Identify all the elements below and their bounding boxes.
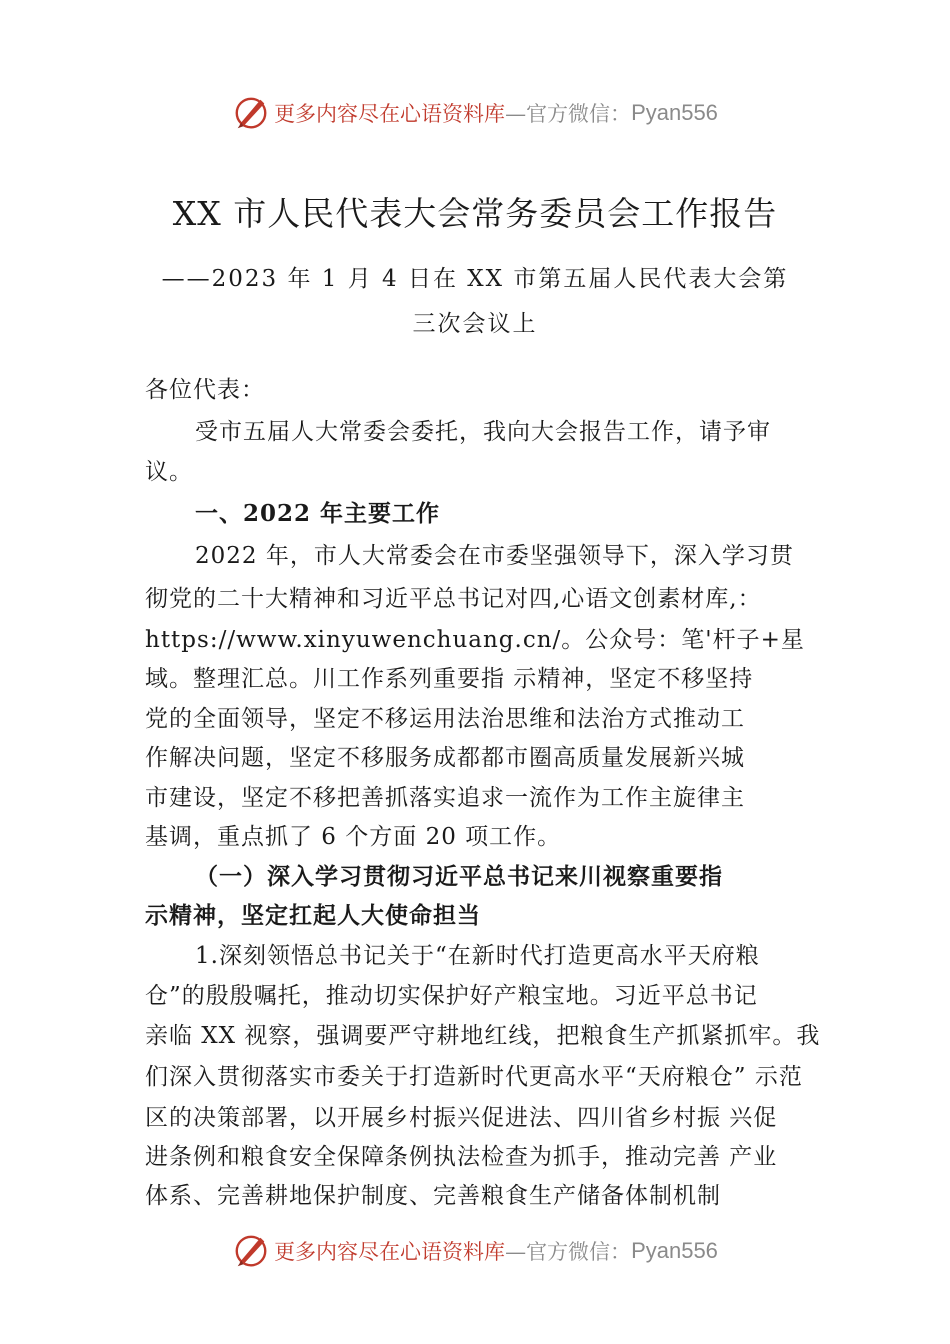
watermark-wechat-id: Pyan556 (631, 1238, 718, 1263)
watermark-text: 更多内容尽在心语资料库 (274, 1240, 506, 1264)
paragraph-line: 仓”的殷殷嘱托，推动切实保护好产粮宝地。习近平总书记 (145, 983, 758, 1009)
watermark-top (0, 94, 950, 132)
paragraph-line: 进条例和粮食安全保障条例执法检查为抓手，推动完善 产业 (145, 1144, 778, 1170)
paragraph-line: 党的全面领导，坚定不移运用法治思维和法治方式推动工 (145, 706, 745, 732)
pen-logo-icon (232, 1232, 270, 1270)
paragraph-line: 议。 (145, 459, 193, 485)
paragraph-line: 1.深刻领悟总书记关于“在新时代打造更高水平天府粮 (195, 943, 760, 969)
salutation: 各位代表： (145, 377, 265, 403)
document-subtitle-line: 三次会议上 (412, 311, 538, 337)
paragraph-line: 基调，重点抓了 6 个方面 20 项工作。 (145, 824, 562, 850)
document-subtitle-line: ——2023 年 1 月 4 日在 XX 市第五届人民代表大会第 (161, 266, 789, 292)
paragraph-line: https://www.xinyuwenchuang.cn/。公众号：笔'杆子+星 (145, 627, 805, 653)
watermark-separator: —官方微信： (505, 1240, 632, 1264)
paragraph-line: 体系、完善耕地保护制度、完善粮食生产储备体制机制 (145, 1183, 721, 1209)
paragraph-line: 市建设，坚定不移把善抓落实追求一流作为工作主旋律主 (145, 785, 745, 811)
watermark-bottom (0, 1232, 950, 1270)
document-title: XX 市人民代表大会常务委员会工作报告 (172, 194, 778, 233)
paragraph-line: 受市五届人大常委会委托，我向大会报告工作，请予审 (195, 419, 771, 445)
paragraph-line: 亲临 XX 视察，强调要严守耕地红线，把粮食生产抓紧抓牢。我 (145, 1023, 821, 1049)
paragraph-line: 2022 年，市人大常委会在市委坚强领导下，深入学习贯 (195, 543, 794, 569)
section-heading: 一、2022 年主要工作 (195, 500, 441, 527)
watermark-separator: —官方微信： (505, 102, 632, 126)
subsection-heading: 示精神，坚定扛起人大使命担当 (145, 902, 481, 929)
paragraph-line: 域。整理汇总。川工作系列重要指 示精神，坚定不移坚持 (145, 666, 754, 692)
subsection-heading: （一）深入学习贯彻习近平总书记来川视察重要指 (195, 863, 723, 890)
pen-logo-icon (232, 94, 270, 132)
watermark-wechat-id: Pyan556 (631, 100, 718, 125)
paragraph-line: 区的决策部署，以开展乡村振兴促进法、四川省乡村振 兴促 (145, 1105, 778, 1131)
watermark-text: 更多内容尽在心语资料库 (274, 102, 506, 126)
paragraph-line: 们深入贯彻落实市委关于打造新时代更高水平“天府粮仓” 示范 (145, 1064, 803, 1090)
paragraph-line: 作解决问题，坚定不移服务成都都市圈高质量发展新兴城 (145, 745, 745, 771)
paragraph-line: 彻党的二十大精神和习近平总书记对四,心语文创素材库,： (145, 586, 762, 612)
